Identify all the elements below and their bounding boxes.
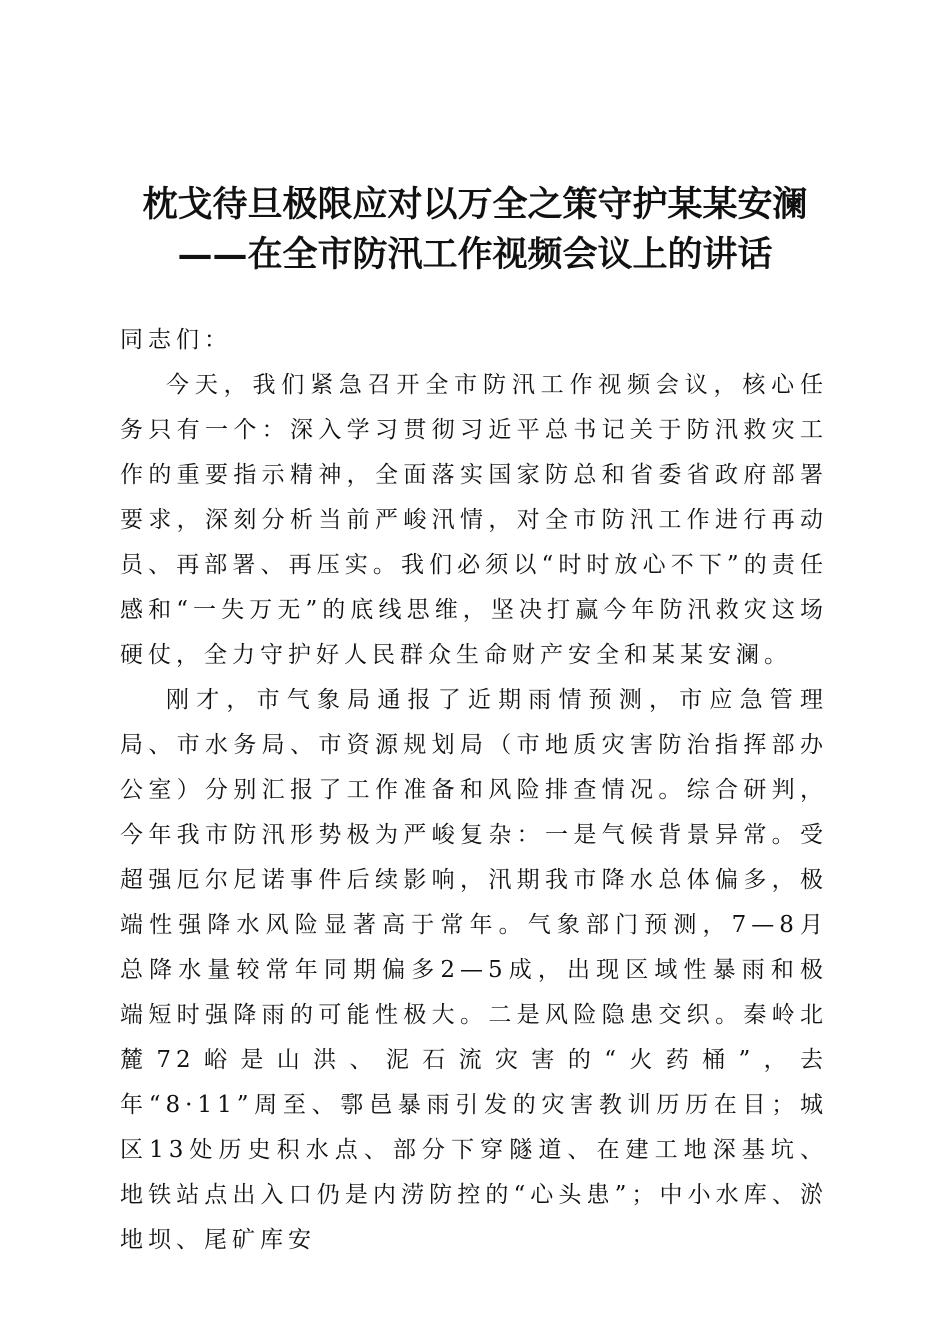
- page-title: 枕戈待旦极限应对以万全之策守护某某安澜: [142, 184, 808, 225]
- paragraph-2: 刚才，市气象局通报了近期雨情预测，市应急管理局、市水务局、市资源规划局（市地质灾害防治指挥部办公室）分别汇报了工作准备和风险排查情况。综合研判，今年我市防汛形势极为严峻复杂：一是气候背景异常。受超强厄尔尼诺事件后续影响，汛期我市降水总体偏多，极端性强降水风险显著高于常年。气象部门预测，7—8月总降水量较常年同期偏多2—5成，出现区域性暴雨和极端短时强降雨的可能性极大。二是风险隐患交织。秦岭北麓72峪是山洪、泥石流灾害的“火药桶”，去年“8·11”周至、鄠邑暴雨引发的灾害教训历历在目；城区13处历史积水点、部分下穿隧道、在建工地深基坑、地铁站点出入口仍是内涝防控的“心头患”；中小水库、淤地坝、尾矿库安: [120, 687, 828, 1253]
- paragraph-1: 今天，我们紧急召开全市防汛工作视频会议，核心任务只有一个：深入学习贯彻习近平总书记关于防汛救灾工作的重要指示精神，全面落实国家防总和省委省政府部署要求，深刻分析当前严峻汛情，对全市防汛工作进行再动员、再部署、再压实。我们必须以“时时放心不下”的责任感和“一失万无”的底线思维，坚决打赢今年防汛救灾这场硬仗，全力守护好人民群众生命财产安全和某某安澜。: [120, 372, 828, 668]
- page-subtitle: ——在全市防汛工作视频会议上的讲话: [177, 234, 773, 275]
- title-block: [100, 180, 850, 280]
- document-body: [120, 318, 828, 1263]
- salutation: 同志们：: [120, 327, 232, 353]
